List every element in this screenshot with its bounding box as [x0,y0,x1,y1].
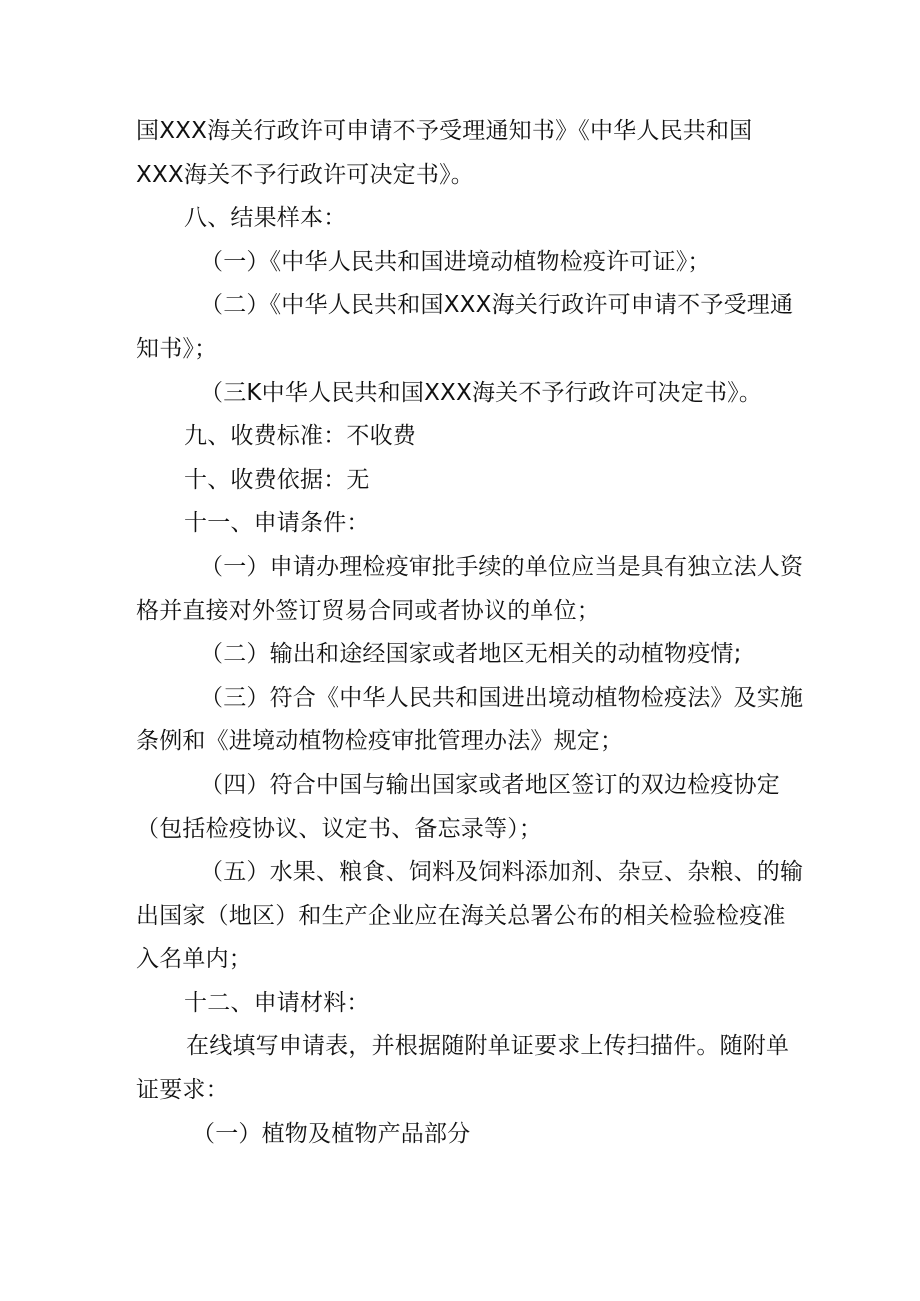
text-line: （包括检疫协议、议定书、备忘录等）； [136,815,543,842]
text-line: 出国家（地区）和生产企业应在海关总署公布的相关检验检疫准 [136,902,786,929]
paragraph-line: 在线填写申请表，并根据随附单证要求上传扫描件。随附单 [186,1033,790,1060]
list-item: （五）水果、粮食、饲料及饲料添加剂、杂豆、杂粮、的输 [200,859,804,886]
list-item: （一）《中华人民共和国进境动植物检疫许可证》； [200,248,711,275]
text-line: 国XXX海关行政许可申请不予受理通知书》《中华人民共和国 [136,118,753,144]
section-heading: 八、结果样本： [184,205,347,232]
list-item: （三）符合《中华人民共和国进出境动植物检疫法》及实施 [200,684,804,711]
list-item: （四）符合中国与输出国家或者地区签订的双边检疫协定 [200,771,780,798]
text-line: 条例和《进境动植物检疫审批管理办法》规定； [136,728,624,755]
list-item: （一）申请办理检疫审批手续的单位应当是具有独立法人资 [200,553,804,580]
list-item: （一）植物及植物产品部分 [192,1120,471,1147]
text-line: 入名单内； [136,946,252,973]
list-item: （二）输出和途经国家或者地区无相关的动植物疫情; [200,641,742,668]
section-heading: 十一、申请条件： [184,510,370,537]
text-line: 知书》； [136,335,218,362]
list-item: （三K中华人民共和国XXX海关不予行政许可决定书》。 [200,379,763,406]
section-heading: 十、收费依据：无 [184,466,370,493]
text-line: XXX海关不予行政许可决定书》。 [136,161,474,188]
list-item: （二）《中华人民共和国XXX海关行政许可申请不予受理通 [200,292,794,319]
section-heading: 九、收费标准：不收费 [184,423,416,450]
document-body [136,110,804,1156]
text-line: 格并直接对外签订贸易合同或者协议的单位； [136,597,600,624]
section-heading: 十二、申请材料： [184,989,370,1016]
text-line: 证要求： [136,1077,229,1104]
